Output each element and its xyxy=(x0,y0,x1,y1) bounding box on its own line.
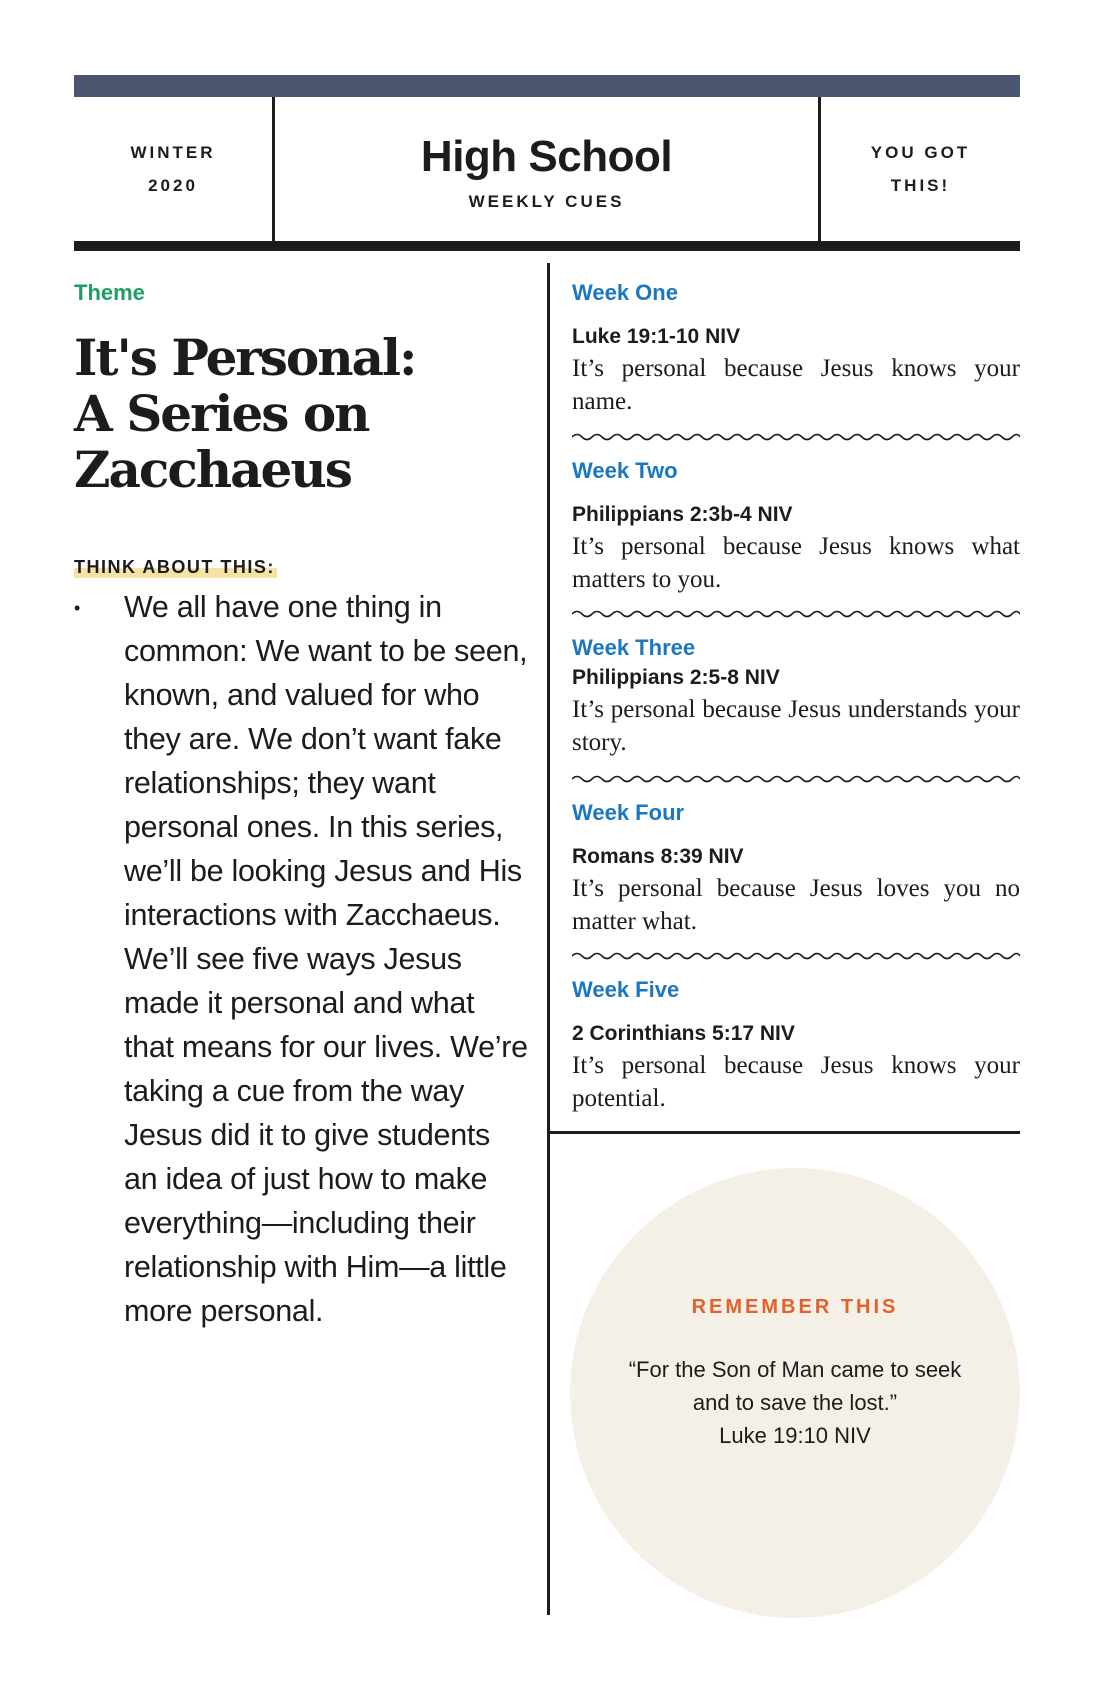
week-one xyxy=(572,278,1020,418)
week-reference: Luke 19:1-10 NIV xyxy=(572,325,741,348)
bullet-marker: • xyxy=(74,598,81,618)
memory-verse-reference: Luke 19:10 NIV xyxy=(719,1423,871,1448)
week-text: It’s personal because Jesus understands your story. xyxy=(572,696,1020,756)
wavy-divider xyxy=(572,774,1020,784)
remember-this-circle xyxy=(570,1168,1020,1618)
wavy-divider xyxy=(572,951,1020,961)
page-subtitle: WEEKLY CUES xyxy=(468,192,625,211)
week-five xyxy=(572,975,1020,1115)
week-title: Week Five xyxy=(572,977,680,1002)
week-reference: Philippians 2:3b-4 NIV xyxy=(572,503,793,526)
wavy-divider xyxy=(572,432,1020,442)
week-title: Week One xyxy=(572,280,678,305)
week-text: It’s personal because Jesus knows your potential. xyxy=(572,1052,1020,1112)
think-about-this-label: THINK ABOUT THIS: xyxy=(74,557,275,577)
column-divider xyxy=(547,263,550,1615)
week-title: Week Three xyxy=(572,635,696,660)
title-block xyxy=(275,97,818,241)
season-block xyxy=(74,97,272,241)
week-text: It’s personal because Jesus loves you no matter what. xyxy=(572,875,1020,935)
theme-title-line: It's Personal: xyxy=(74,328,416,387)
season-year: 2020 xyxy=(148,176,198,195)
think-about-this-body: We all have one thing in common: We want to be seen, known, and valued for who they are. We don’t want fake relationships; they want personal ones. In this series, we’ll be looking Jesus and His interactions with Zacchaeus. We’ll see five ways Jesus made it personal and what that means for our lives. We’re taking a cue from the way Jesus did it to give students an idea of just how to make everything—including their relationship with Him—a little more personal. xyxy=(124,590,528,1328)
motto-line-1: YOU GOT xyxy=(870,143,971,162)
memory-verse-quote: “For the Son of Man came to seek and to save the lost.” xyxy=(628,1357,962,1415)
week-title: Week Two xyxy=(572,458,678,483)
motto-block xyxy=(821,97,1020,241)
week-text: It’s personal because Jesus knows what matters to you. xyxy=(572,533,1020,593)
week-four xyxy=(572,798,1020,938)
remember-this-label: REMEMBER THIS xyxy=(691,1296,899,1318)
theme-title-line: A Series on xyxy=(74,384,369,443)
wavy-divider xyxy=(572,609,1020,619)
page-header xyxy=(74,97,1020,251)
season-label: WINTER xyxy=(130,143,216,162)
page-title: High School xyxy=(420,132,673,181)
motto-line-2: THIS! xyxy=(890,176,951,195)
week-text: It’s personal because Jesus knows your name. xyxy=(572,355,1020,415)
week-title: Week Four xyxy=(572,800,685,825)
week-reference: 2 Corinthians 5:17 NIV xyxy=(572,1022,795,1045)
theme-title-line: Zacchaeus xyxy=(74,440,351,499)
section-divider xyxy=(547,1131,1020,1134)
week-reference: Romans 8:39 NIV xyxy=(572,845,744,868)
week-two xyxy=(572,456,1020,596)
theme-title xyxy=(74,330,534,498)
theme-label: Theme xyxy=(74,280,145,305)
week-three xyxy=(572,633,1020,759)
week-reference: Philippians 2:5-8 NIV xyxy=(572,666,780,689)
header-top-bar xyxy=(74,75,1020,97)
